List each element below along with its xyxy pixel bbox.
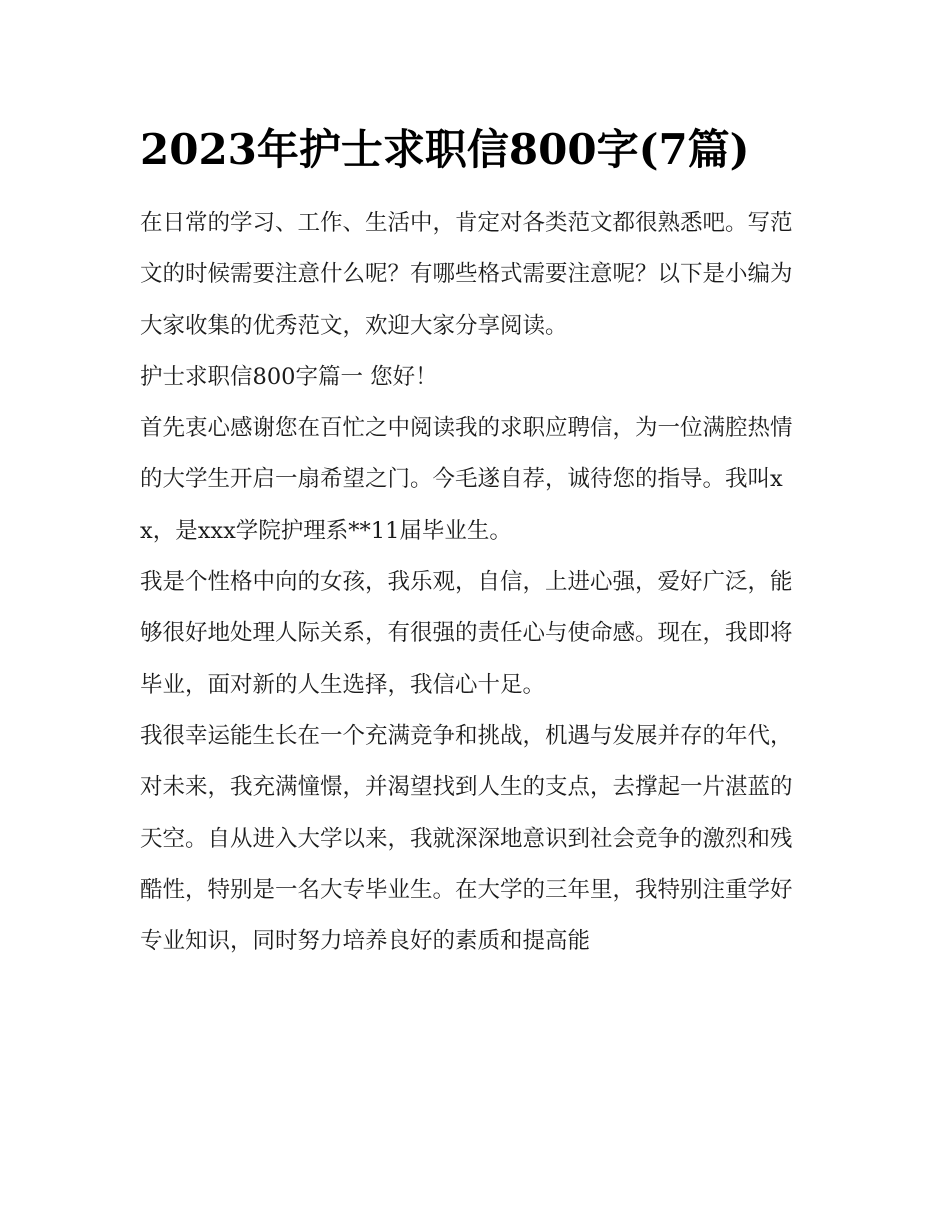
- paragraph-era: 我很幸运能生长在一个充满竞争和挑战，机遇与发展并存的年代，: [140, 722, 793, 749]
- paragraph-future: 对未来，我充满憧憬，并渴望找到人生的支点，去撑起一片湛蓝的天空。自从进入大学以来，我就深深地意识到社会竞争的激烈和残酷性，特别是一名大专毕业生。在大学的三年里，我特别注重学好专业知识，同时努力培养良好的素质和提高能: [140, 774, 793, 955]
- document-body: [140, 198, 812, 967]
- document-title: 2023年护士求职信800字(7篇): [140, 125, 750, 174]
- paragraph-intro: 在日常的学习、工作、生活中，肯定对各类范文都很熟悉吧。写范文的时候需要注意什么呢？有哪些格式需要注意呢？以下是小编为大家收集的优秀范文，欢迎大家分享阅读。: [140, 210, 793, 339]
- paragraph-section-heading: 护士求职信800字篇一 您好！: [140, 363, 438, 390]
- paragraph-greeting: 首先衷心感谢您在百忙之中阅读我的求职应聘信，为一位满腔热情的大学生开启一扇希望之门。今毛遂自荐，诚待您的指导。我叫xx，是xxx学院护理系**11届毕业生。: [140, 415, 793, 544]
- document-content: [140, 118, 812, 967]
- paragraph-personality: 我是个性格中向的女孩，我乐观，自信，上进心强，爱好广泛，能够很好地处理人际关系，有很强的责任心与使命感。现在，我即将毕业，面对新的人生选择，我信心十足。: [140, 569, 793, 698]
